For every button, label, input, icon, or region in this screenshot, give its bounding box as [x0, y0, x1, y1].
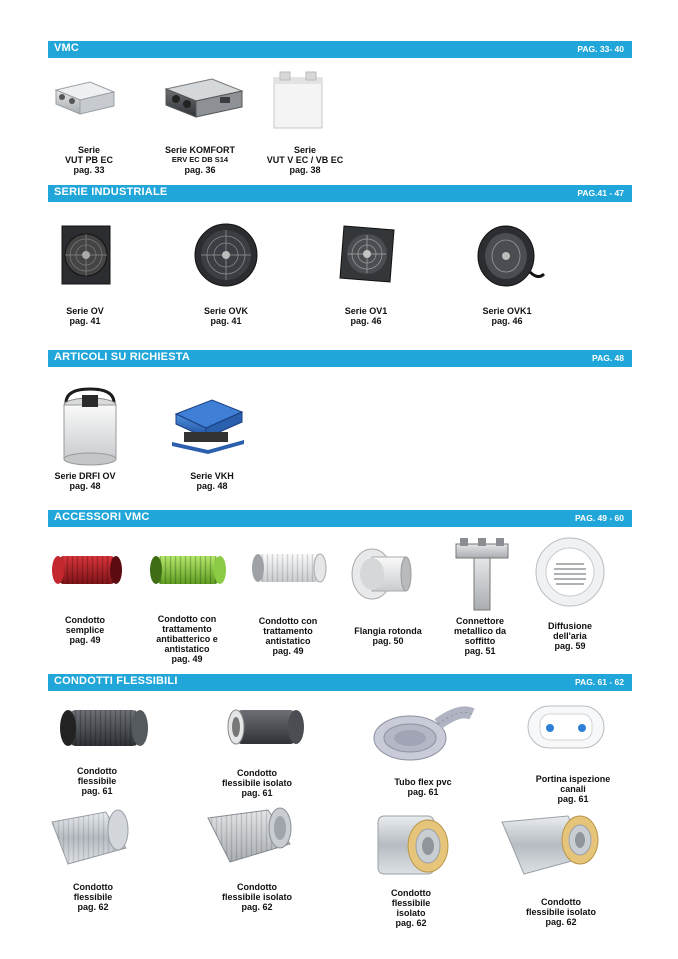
green-duct-image: [148, 552, 228, 588]
item-label-line: Serie OVK: [203, 306, 249, 316]
request-item-drfi-ov[interactable]: [30, 471, 140, 491]
item-label-line: Serie: [293, 145, 317, 155]
insulated-duct-dark-image: [226, 704, 306, 750]
item-page-ref: pag. 62: [395, 918, 427, 928]
item-page-ref: pag. 41: [210, 316, 242, 326]
item-label-line: Condotto: [65, 615, 105, 625]
duct-item-pvc-flex[interactable]: [368, 777, 478, 797]
item-page-ref: pag. 49: [272, 646, 304, 656]
flexible-duct-dark-image: [58, 704, 150, 752]
item-label-line: antistatico: [265, 636, 311, 646]
item-label-line: Serie DRFI OV: [54, 471, 116, 481]
item-label-line: Serie VKH: [190, 471, 234, 481]
duct-item-yellow-insulated[interactable]: [356, 888, 466, 928]
item-label-line: dell'aria: [553, 631, 587, 641]
section-pages: PAG. 33- 40: [577, 44, 624, 54]
section-pages: PAG. 61 - 62: [575, 677, 624, 687]
section-title: ARTICOLI SU RICHIESTA: [54, 351, 190, 363]
item-page-ref: pag. 49: [69, 635, 101, 645]
section-pages: PAG. 49 - 60: [575, 513, 624, 523]
item-page-ref: pag. 50: [372, 636, 404, 646]
vut-pb-ec-unit-image: [50, 78, 118, 118]
item-label-line: canali: [560, 784, 586, 794]
item-label-line: antistatico: [164, 644, 210, 654]
item-label-line: Serie KOMFORT: [164, 145, 235, 155]
accessory-item-simple-duct[interactable]: [30, 615, 140, 645]
accessory-item-antibacterial-duct[interactable]: [132, 614, 242, 664]
vut-v-ec-unit-image: [270, 70, 326, 130]
industrial-item-ovk[interactable]: [171, 306, 281, 326]
item-page-ref: pag. 61: [407, 787, 439, 797]
industrial-item-ovk1[interactable]: [452, 306, 562, 326]
item-page-ref: pag. 38: [289, 165, 321, 175]
item-page-ref: pag. 49: [171, 654, 203, 664]
item-label-line: Serie OVK1: [482, 306, 532, 316]
item-label-line: Condotto: [237, 768, 277, 778]
item-page-ref: pag. 41: [69, 316, 101, 326]
item-label-line: Serie OV1: [344, 306, 388, 316]
section-band-condotti: [48, 674, 632, 691]
item-label-line: flessibile: [391, 898, 431, 908]
item-label-line: flessibile isolato: [221, 892, 293, 902]
item-label-line: ERV EC DB S14: [171, 155, 229, 164]
ovk1-fan-image: [472, 222, 548, 290]
item-page-ref: pag. 62: [241, 902, 273, 912]
item-label-line: Condotto con: [157, 614, 217, 624]
vmc-item-vut-pb-ec[interactable]: [34, 145, 144, 175]
item-label-line: Condotto: [391, 888, 431, 898]
komfort-erv-unit-image: [160, 75, 246, 121]
round-flange-image: [348, 546, 412, 602]
item-page-ref: pag. 48: [69, 481, 101, 491]
item-label-line: Portina ispezione: [535, 774, 611, 784]
vmc-item-vut-v-ec[interactable]: [250, 145, 360, 175]
item-page-ref: pag. 61: [81, 786, 113, 796]
item-label-line: Condotto: [77, 766, 117, 776]
section-pages: PAG. 48: [592, 353, 624, 363]
item-label-line: flessibile: [73, 892, 113, 902]
item-label-line: metallico da: [453, 626, 507, 636]
duct-item-flexible[interactable]: [42, 766, 152, 796]
section-title: SERIE INDUSTRIALE: [54, 186, 168, 198]
accessory-item-antistatic-duct[interactable]: [233, 616, 343, 656]
section-title: CONDOTTI FLESSIBILI: [54, 675, 178, 687]
item-page-ref: pag. 46: [350, 316, 382, 326]
duct-item-foil-flexible[interactable]: [38, 882, 148, 912]
accessory-item-air-diffuser[interactable]: [515, 621, 625, 651]
section-band-accessori: [48, 510, 632, 527]
air-diffuser-image: [532, 536, 608, 608]
item-page-ref: pag. 48: [196, 481, 228, 491]
ov1-fan-image: [338, 222, 396, 284]
item-label-line: isolato: [396, 908, 426, 918]
item-label-line: Serie OV: [66, 306, 104, 316]
foil-flexible-duct-image: [46, 808, 132, 870]
item-page-ref: pag. 62: [77, 902, 109, 912]
item-page-ref: pag. 61: [557, 794, 589, 804]
item-label-line: Tubo flex pvc: [394, 777, 452, 787]
item-label-line: VUT V EC / VB EC: [266, 155, 344, 165]
vmc-item-komfort[interactable]: [145, 145, 255, 175]
item-label-line: flessibile isolato: [525, 907, 597, 917]
item-page-ref: pag. 51: [464, 646, 496, 656]
ov-fan-image: [58, 220, 114, 288]
item-label-line: antibatterico e: [156, 634, 218, 644]
item-label-line: Condotto: [237, 882, 277, 892]
item-page-ref: pag. 61: [241, 788, 273, 798]
duct-item-inspection-door[interactable]: [518, 774, 628, 804]
item-page-ref: pag. 46: [491, 316, 523, 326]
item-label-line: Serie: [77, 145, 101, 155]
foil-yellow-insulated-duct-image: [498, 812, 602, 882]
red-duct-image: [50, 552, 124, 588]
item-label-line: flessibile isolato: [221, 778, 293, 788]
item-label-line: Condotto: [541, 897, 581, 907]
item-page-ref: pag. 36: [184, 165, 216, 175]
white-duct-image: [250, 550, 328, 586]
item-label-line: Diffusione: [548, 621, 592, 631]
foil-insulated-duct-image: [204, 806, 294, 868]
duct-item-foil-yellow-insulated[interactable]: [506, 897, 616, 927]
item-label-line: semplice: [65, 625, 105, 635]
ceiling-connector-image: [452, 536, 512, 612]
item-label-line: VUT PB EC: [64, 155, 113, 165]
ovk-fan-image: [193, 222, 259, 288]
section-band-industriale: [48, 185, 632, 202]
section-title: VMC: [54, 42, 80, 54]
item-label-line: soffitto: [464, 636, 496, 646]
industrial-item-ov1[interactable]: [311, 306, 421, 326]
item-label-line: Flangia rotonda: [354, 626, 422, 636]
drfi-ov-fan-image: [58, 385, 122, 467]
section-title: ACCESSORI VMC: [54, 511, 150, 523]
yellow-insulated-duct-image: [372, 810, 454, 880]
duct-item-flexible-insulated[interactable]: [202, 768, 312, 798]
duct-item-foil-insulated[interactable]: [202, 882, 312, 912]
item-label-line: Condotto: [73, 882, 113, 892]
item-label-line: flessibile: [77, 776, 117, 786]
item-page-ref: pag. 33: [73, 165, 105, 175]
item-page-ref: pag. 62: [545, 917, 577, 927]
item-label-line: Condotto con: [258, 616, 318, 626]
item-label-line: Connettore: [456, 616, 504, 626]
section-band-richiesta: [48, 350, 632, 367]
section-band-vmc: [48, 41, 632, 58]
pvc-flex-tube-image: [368, 700, 478, 768]
item-label-line: trattamento: [263, 626, 313, 636]
item-label-line: trattamento: [162, 624, 212, 634]
item-page-ref: pag. 59: [554, 641, 586, 651]
section-pages: PAG.41 - 47: [577, 188, 624, 198]
industrial-item-ov[interactable]: [30, 306, 140, 326]
request-item-vkh[interactable]: [157, 471, 267, 491]
vkh-roof-fan-image: [172, 392, 244, 454]
inspection-door-image: [524, 702, 608, 752]
